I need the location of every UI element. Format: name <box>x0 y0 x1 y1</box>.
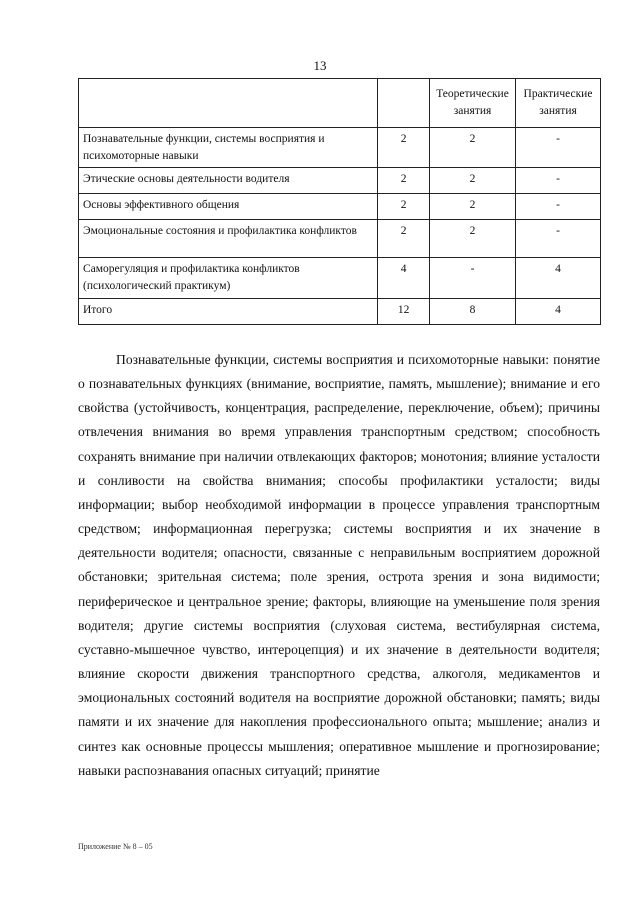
row-total-cell: 2 <box>378 194 430 220</box>
row-total-cell: 12 <box>378 298 430 324</box>
header-cell <box>378 79 430 128</box>
row-total-cell: 4 <box>378 258 430 298</box>
row-practice-cell: - <box>516 220 601 258</box>
footer-note: Приложение № 8 – 05 <box>78 842 153 851</box>
row-name-cell: Итого <box>79 298 378 324</box>
table-header-row <box>79 79 601 128</box>
row-total-cell: 2 <box>378 220 430 258</box>
row-practice-cell: - <box>516 128 601 168</box>
row-theory-cell: 2 <box>430 220 516 258</box>
row-name-cell: Этические основы деятельности водителя <box>79 168 378 194</box>
row-name-cell: Саморегуляция и профилактика конфликтов (психологический практикум) <box>79 258 378 298</box>
table-row <box>79 258 601 298</box>
row-practice-cell: 4 <box>516 298 601 324</box>
row-practice-cell: - <box>516 168 601 194</box>
row-name-cell: Основы эффективного общения <box>79 194 378 220</box>
header-practice: Практические занятия <box>516 79 601 128</box>
row-theory-cell: 2 <box>430 194 516 220</box>
row-practice-cell: 4 <box>516 258 601 298</box>
curriculum-table <box>78 78 601 325</box>
table-row <box>79 168 601 194</box>
row-total-cell: 2 <box>378 168 430 194</box>
body-paragraph: Познавательные функции, системы восприятия и психомоторные навыки: понятие о познавательных функциях (внимание, восприятие, память, мышление); внимание и его свойства (устойчивость, концентрация, распределение, переключение, объем); причины отвлечения внимания во время управления транспортным средством; способность сохранять внимание при наличии отвлекающих факторов; монотония; влияние усталости и сонливости на свойства внимания; способы профилактики усталости; виды информации; выбор необходимой информации в процессе управления транспортным средством; информационная перегрузка; системы восприятия и их значение в деятельности водителя; опасности, связанные с неправильным восприятием дорожной обстановки; зрительная система; поле зрения, острота зрения и зона видимости; периферическое и центральное зрение; факторы, влияющие на уменьшение поля зрения водителя; другие системы восприятия (слуховая система, вестибулярная система, суставно-мышечное чувство, интероцепция) и их значение в деятельности водителя; влияние скорости движения транспортного средства, алкоголя, медикаментов и эмоциональных состояний водителя на восприятие дорожной обстановки; память; виды памяти и их значение для накопления профессионального опыта; мышление; анализ и синтез как основные процессы мышления; оперативное мышление и прогнозирование; навыки распознавания опасных ситуаций; принятие <box>78 352 600 778</box>
row-practice-cell: - <box>516 194 601 220</box>
row-name-cell: Эмоциональные состояния и профилактика конфликтов <box>79 220 378 258</box>
row-theory-cell: 2 <box>430 168 516 194</box>
header-theory: Теоретические занятия <box>430 79 516 128</box>
header-cell <box>79 79 378 128</box>
page-number: 13 <box>313 58 327 73</box>
table-body <box>79 128 601 325</box>
row-theory-cell: - <box>430 258 516 298</box>
table-row <box>79 220 601 258</box>
row-theory-cell: 8 <box>430 298 516 324</box>
table-row <box>79 128 601 168</box>
row-theory-cell: 2 <box>430 128 516 168</box>
table-row <box>79 298 601 324</box>
row-name-cell: Познавательные функции, системы восприятия и психомоторные навыки <box>79 128 378 168</box>
table-row <box>79 194 601 220</box>
row-total-cell: 2 <box>378 128 430 168</box>
